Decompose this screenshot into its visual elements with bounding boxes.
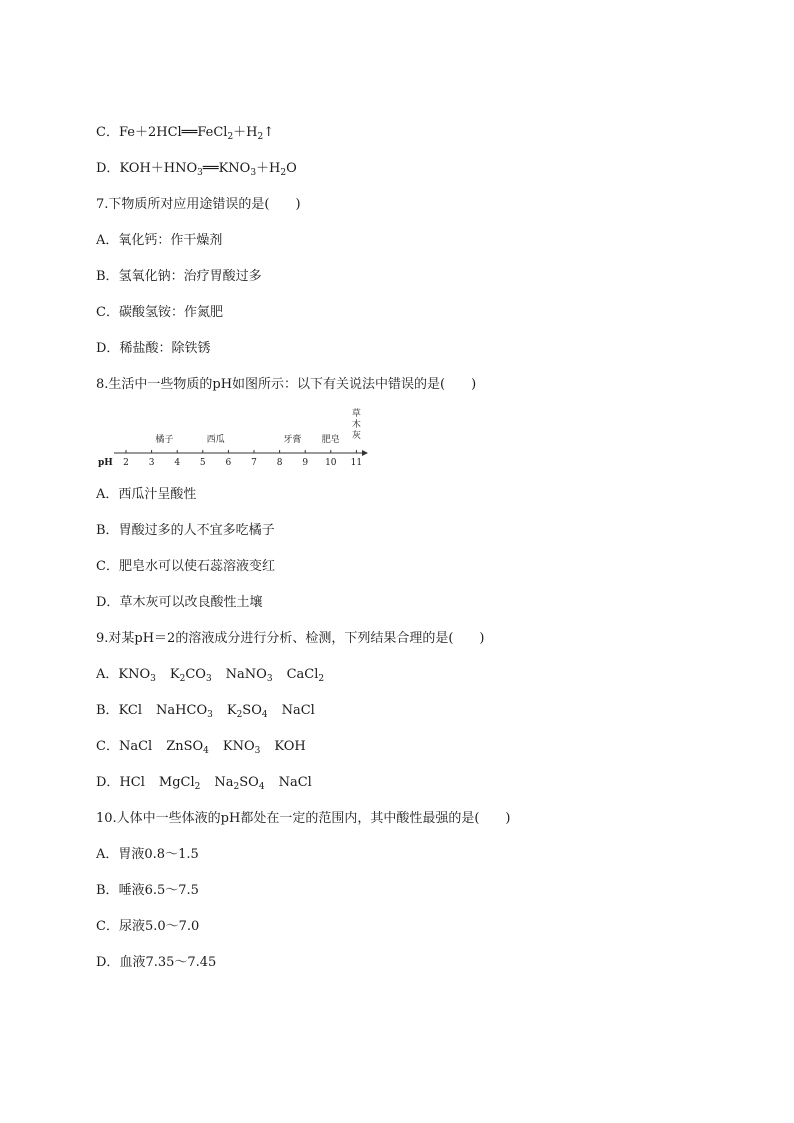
ph-axis-arrow	[362, 450, 368, 456]
option-letter: C．	[96, 739, 119, 754]
ph-tick-label: 10	[325, 458, 337, 468]
q7-option-c: C．碳酸氢铵：作氮肥	[96, 305, 223, 320]
ph-tick-label: 5	[199, 458, 206, 468]
q10-option-a: A．胃液0.8～1.5	[96, 847, 199, 862]
q8-option-a: A．西瓜汁呈酸性	[96, 487, 197, 502]
ph-substance-label: 橘子	[155, 435, 174, 445]
q10-option-c: C．尿液5.0～7.0	[96, 919, 200, 934]
q8-stem: 8.生活中一些物质的pH如图所示：以下有关说法中错误的是( )	[96, 377, 477, 392]
q9-option-a	[96, 667, 338, 683]
ph-scale-figure	[94, 406, 374, 468]
q8-option-c: C．肥皂水可以使石蕊溶液变红	[96, 559, 275, 574]
q7-stem: 7.下物质所对应用途错误的是( )	[96, 197, 301, 212]
ph-substance-label: 草木灰	[351, 409, 361, 441]
q6-option-d: D．$KOH+HNO_3══KNO_3+H_2O$	[96, 161, 297, 178]
ph-axis-label: pH	[98, 458, 113, 468]
chemical-formula: NaHCO$_3$	[156, 703, 213, 720]
ph-tick-label: 4	[174, 458, 181, 468]
q7-option-b: B．氢氧化钠：治疗胃酸过多	[96, 269, 262, 284]
ph-substance-label: 牙膏	[283, 435, 302, 445]
q9-stem: 9.对某pH＝2的溶液成分进行分析、检测，下列结果合理的是( )	[96, 631, 485, 646]
chemical-formula: $Na_2SO_4$	[214, 775, 265, 792]
ph-tick-label: 9	[302, 458, 309, 468]
chemical-formula: NaNO$_3$	[225, 667, 273, 684]
q10-option-d: D．血液7.35～7.45	[96, 955, 217, 970]
chemical-formula: $KNO_3$	[118, 667, 156, 684]
q7-option-d: D．稀盐酸：除铁锈	[96, 341, 211, 356]
ph-tick-label: 6	[225, 458, 232, 468]
option-letter: B．	[96, 703, 119, 718]
q6-option-c: C．$Fe+2HCl══FeCl_2+H_2↑$	[96, 125, 275, 142]
ph-tick-label: 3	[148, 458, 155, 468]
q10-option-b: B．唾液6.5～7.5	[96, 883, 199, 898]
q9-option-b	[96, 703, 329, 719]
chemical-formula: NaCl	[118, 739, 153, 754]
chemical-formula: CaCl$_2$	[286, 667, 325, 684]
q9-option-c	[96, 739, 320, 755]
chemical-formula: ZnSO$_4$	[166, 739, 209, 756]
chemical-formula: MgCl$_2$	[158, 775, 201, 792]
ph-tick-label: 8	[276, 458, 283, 468]
chemical-formula: NaCl	[278, 775, 312, 790]
chemical-formula: KOH	[274, 739, 306, 754]
q10-stem: 10.人体中一些体液的pH都处在一定的范围内，其中酸性最强的是( )	[96, 811, 511, 826]
ph-substance-label: 肥皂	[321, 435, 340, 445]
chemical-formula: KCl	[118, 703, 143, 718]
ph-tick-label: 11	[350, 458, 363, 468]
chemical-formula: $K_2SO_4$	[226, 703, 268, 720]
q7-option-a: A．氧化钙：作干燥剂	[96, 233, 223, 248]
chemical-formula: $KNO_3$	[222, 739, 261, 756]
q8-option-d: D．草木灰可以改良酸性土壤	[96, 595, 263, 610]
ph-tick-label: 7	[251, 458, 257, 468]
ph-substance-label: 西瓜	[206, 435, 225, 445]
q9-option-d	[96, 775, 326, 791]
chemical-formula: HCl	[119, 775, 145, 790]
option-letter: A．	[96, 667, 119, 682]
q8-option-b: B．胃酸过多的人不宜多吃橘子	[96, 523, 275, 538]
chemical-formula: NaCl	[281, 703, 315, 718]
chemical-formula: $K_2CO_3$	[169, 667, 212, 684]
option-letter: D．	[96, 775, 120, 790]
ph-tick-label: 2	[123, 458, 129, 468]
ph-substances	[155, 407, 361, 445]
